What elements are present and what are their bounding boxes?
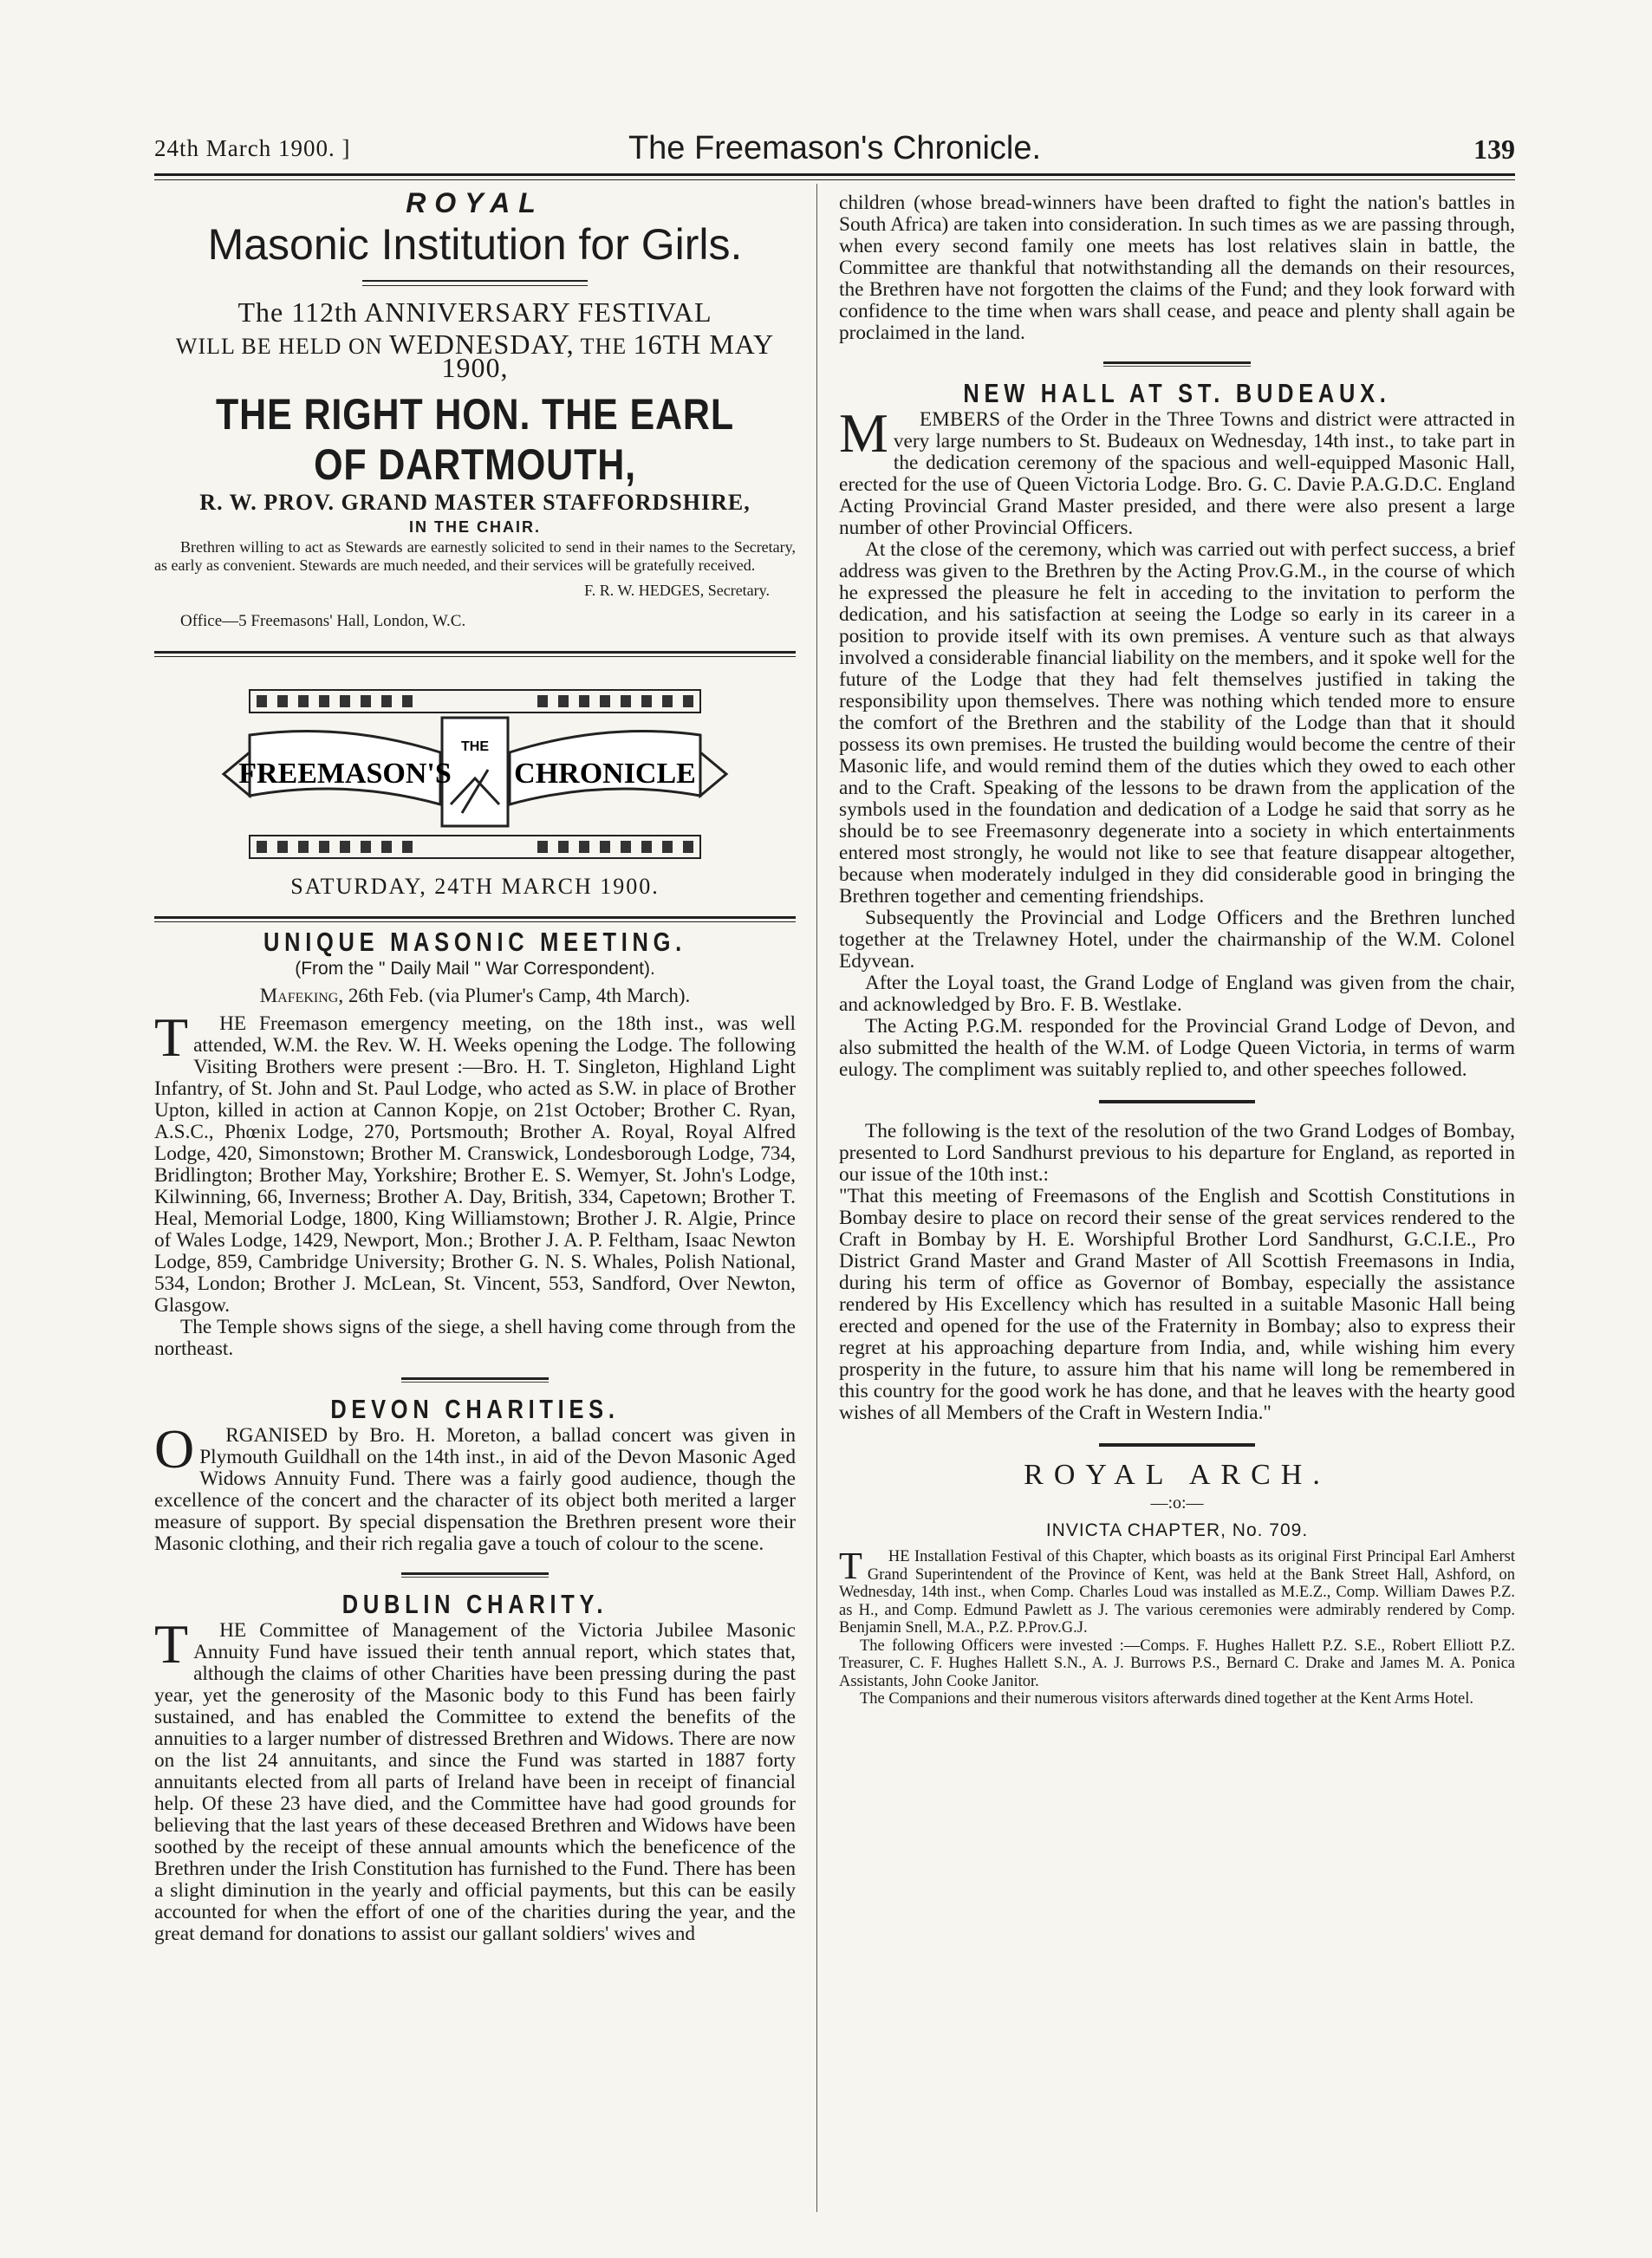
article-paragraph: At the close of the ceremony, which was carried out with perfect success, a brief address was given to the Brethren by the Acting Prov.G.M., in the course of which he expressed the pleasure he felt in acceding to the invitation to perform the dedication, and his satisfaction at seeing the Lodge so early in its career in a position to provide itself with its own premises. A venture such as that always involved a considerable financial liability on the members, and it spoke well for the future of the Lodge that they had felt themselves justified in taking the responsibility upon themselves. There was nothing which tended more to ensure the comfort of the Brethren and the stability of the Lodge than that it should possess its own premises. He trusted the building would become the centre of their Masonic life, and would remind them of the duties which they owed to each other and to the Craft. Speaking of the lessons to be drawn from the application of the symbols used in the foundation and dedication of a Lodge he said that sorry as he should be to see Freemasonry degenerate into a society in which entertainments entered most strongly, he would not like to see that feature disappear altogether, because when moderately indulged in they did considerable good in bringing the Brethren together and cementing friendships. xyxy=(839,538,1515,908)
chapter-title: INVICTA CHAPTER, No. 709. xyxy=(1045,1520,1309,1540)
left-column xyxy=(154,187,796,2241)
paragraph-text: HE Installation Festival of this Chapter, which boasts as its original First Principal Earl Amherst Grand Superintendent of the Province of Kent, was held at the Bank Street Hall, Ashford, on Wednesday, 14th inst., when Comp. Charles Loud was installed as M.E.Z., Comp. William Dawes P.Z. as H., and Comp. Edmund Pawlett as J. The various ceremonies were admirably rendered by Comp. Benjamin Snell, M.A., P.Z. P.Prov.G.J. xyxy=(839,1548,1515,1637)
ad-held-day: WEDNESDAY, xyxy=(389,329,575,360)
ad-held-date: 16TH MAY 1900, xyxy=(441,329,775,383)
ad-institution-title: Masonic Institution for Girls. xyxy=(207,220,743,269)
ad-chair: IN THE CHAIR. xyxy=(409,518,541,536)
article-paragraph-continued: children (whose bread-winners have been drafted to fight the nation's battles in South Africa) are taken into consideration. In such times as we are passing through, when every second family one meets has lost relatives slain in battle, the Committee are thankful that notwithstanding all the demands on their resources, the Brethren have not forgotten the claims of the Fund; and they look forward with confidence to the time when wars shall cease, and peace and plenty shall again be proclaimed in the land. xyxy=(839,192,1515,344)
masthead-title-left: FREEMASON'S xyxy=(238,758,452,790)
ad-held-line xyxy=(154,329,796,383)
article-paragraph: The Acting P.G.M. responded for the Provincial Grand Lodge of Devon, and also submitted the health of the W.M. of Lodge Queen Victoria, in terms of warm eulogy. The compliment was suitably replied to, and other speeches followed. xyxy=(839,1015,1515,1081)
article-paragraph xyxy=(154,1006,796,1317)
paragraph-text: RGANISED by Bro. H. Moreton, a ballad concert was given in Plymouth Guildhall on the 14th inst., in aid of the Devon Masonic Aged Widows Annuity Fund. There was a fairly good audience, though the excellence of the concert and the character of its object both merited a larger measure of support. By special dispensation the Brethren present wore their Masonic clothing, and their rich regalia gave a touch of colour to the scene. xyxy=(154,1424,796,1555)
article-paragraph: After the Loyal toast, the Grand Lodge of England was given from the chair, and acknowledged by Bro. F. B. Westlake. xyxy=(839,972,1515,1016)
ad-rule xyxy=(362,280,588,286)
article-dateline xyxy=(154,985,796,1006)
article-heading: DEVON CHARITIES. xyxy=(330,1394,620,1424)
ad-held-mid: THE xyxy=(580,334,628,359)
ad-festival: The 112th ANNIVERSARY FESTIVAL xyxy=(237,296,712,328)
section-ornament xyxy=(401,1377,549,1383)
article-paragraph: Subsequently the Provincial and Lodge Officers and the Brethren lunched together at the Trelawney Hotel, under the chairmanship of the W.M. Colonel Edyvean. xyxy=(839,907,1515,973)
section-ornament-text: —:o:— xyxy=(1150,1493,1204,1513)
article-heading: DUBLIN CHARITY. xyxy=(341,1589,608,1619)
article-paragraph: The Companions and their numerous visitors afterwards dined together at the Kent Arms Hotel. xyxy=(860,1690,1473,1708)
ad-signature: F. R. W. HEDGES, Secretary. xyxy=(584,582,770,599)
article-paragraph xyxy=(154,1613,796,1945)
section-rule xyxy=(154,916,796,922)
section-ornament xyxy=(401,1572,549,1578)
section-rule xyxy=(1099,1100,1255,1103)
article-subhead: (From the " Daily Mail " War Correspondent). xyxy=(295,959,655,979)
section-ornament xyxy=(1103,361,1251,367)
article-paragraph: The Temple shows signs of the siege, a shell having come through from the northeast. xyxy=(154,1316,796,1360)
journal-title: The Freemason's Chronicle. xyxy=(628,130,1042,166)
article-paragraph: "That this meeting of Freemasons of the English and Scottish Constitutions in Bombay desire to place on record their sense of the great services rendered to the Craft in Bombay by H. E. Worshipful Brother Lord Sandhurst, G.C.I.E., Pro District Grand Master and Grand Master of All Scottish Freemasons in India, during his term of office as Governor of Bombay, especially the assistance rendered by His Excellency which has resulted in a suitable Masonic Hall being erected and opened for the use of the Fraternity in Bombay; also to express their regret at his approaching departure from India, and, while wishing him every prosperity in the future, to assure him that his name will long be remembered in this country for the good work he has done, and that he leaves with the hearty good wishes of all Members of the Craft in Western India." xyxy=(839,1185,1515,1424)
chronicle-masthead xyxy=(215,683,735,865)
article-paragraph xyxy=(839,402,1515,539)
ad-royal: ROYAL xyxy=(406,187,544,218)
article-heading: NEW HALL AT ST. BUDEAUX. xyxy=(963,378,1391,408)
drop-cap: M xyxy=(839,402,888,464)
ad-notice: Brethren willing to act as Stewards are earnestly solicited to send in their names to the Secretary, as early as convenient. Stewards are much needed, and their services will be gratefully received. xyxy=(154,538,796,574)
header-date: 24th March 1900. ] xyxy=(154,135,351,161)
article-paragraph xyxy=(839,1545,1515,1637)
masthead-title-right: CHRONICLE xyxy=(514,758,696,790)
right-column xyxy=(839,192,1515,2241)
drop-cap: O xyxy=(154,1418,195,1480)
paragraph-text: HE Freemason emergency meeting, on the 18th inst., was well attended, W.M. the Rev. W. H. Weeks opening the Lodge. The following Visiting Brothers were present :—Bro. H. T. Singleton, Highland Light Infantry, of St. John and St. Paul Lodge, who acted as S.W. in place of Brother Upton, killed in action at Cannon Kopje, on 21st October; Brother C. Ryan, A.S.C., Phœnix Lodge, 270, Portsmouth; Brother A. Royal, Royal Alfred Lodge, 420, Simonstown; Brother M. Cranswick, Londesborough Lodge, 734, Bridlington; Brother May, Yorkshire; Brother E. S. Wemyer, St. John's Lodge, Kilwinning, 66, Inverness; Brother A. Day, British, 334, Capetown; Brother T. Heal, Memorial Lodge, 1800, King Williamstown; Brother J. R. Algie, Prince of Wales Lodge, 1429, Newport, Mon.; Brother J. A. P. Feltham, Isaac Newton Lodge, 859, Cambridge University; Brother G. N. S. Whales, Polish National, 534, London; Brother J. McLean, St. Vincent, 553, Sandford, Over Newton, Glasgow. xyxy=(154,1012,796,1317)
drop-cap: T xyxy=(154,1613,189,1675)
article-paragraph xyxy=(154,1418,796,1555)
column-divider xyxy=(816,184,817,2212)
ad-office-title: R. W. PROV. GRAND MASTER STAFFORDSHIRE, xyxy=(199,490,751,515)
running-header xyxy=(154,130,1515,173)
ad-earl: THE RIGHT HON. THE EARL OF DARTMOUTH, xyxy=(216,390,734,489)
dateline-rest: 26th Feb. (via Plumer's Camp, 4th March). xyxy=(348,985,691,1006)
article-paragraph: The following is the text of the resolution of the two Grand Lodges of Bombay, presented to Lord Sandhurst previous to his departure for England, as reported in our issue of the 10th inst.: xyxy=(839,1120,1515,1186)
issue-date: SATURDAY, 24TH MARCH 1900. xyxy=(290,874,660,899)
page-number: 139 xyxy=(1473,133,1515,165)
section-heading-royal-arch: ROYAL ARCH. xyxy=(1024,1459,1330,1491)
drop-cap: T xyxy=(839,1545,862,1587)
section-rule xyxy=(1099,1443,1255,1447)
dateline-place: Mafeking, xyxy=(259,985,344,1006)
article-paragraph: The following Officers were invested :—Comps. F. Hughes Hallett P.Z. S.E., Robert Elliott P.Z. Treasurer, C. F. Hughes Hallett S.N., A. J. Burrows P.S., Bernard C. Drake and James M. A. Ponica Assistants, John Cooke Janitor. xyxy=(839,1637,1515,1690)
royal-arch-body xyxy=(839,1545,1515,1708)
article-heading: UNIQUE MASONIC MEETING. xyxy=(263,927,686,957)
section-rule xyxy=(154,651,796,657)
masthead-title-center: THE xyxy=(461,739,489,754)
ad-office-address: Office—5 Freemasons' Hall, London, W.C. xyxy=(180,612,466,630)
advertisement xyxy=(154,187,796,632)
paragraph-text: EMBERS of the Order in the Three Towns and district were attracted in very large numbers to St. Budeaux on Wednesday, 14th inst., to take part in the dedication ceremony of the spacious and well-equipped Masonic Hall, erected for the use of Queen Victoria Lodge. Bro. G. C. Davie P.A.G.D.C. England Acting Provincial Grand Master presided, and there were also present a large number of other Provincial Officers. xyxy=(839,408,1515,539)
paragraph-text: HE Committee of Management of the Victoria Jubilee Masonic Annuity Fund have issued their tenth annual report, which states that, although the claims of other Charities have been pressing during the past year, yet the generosity of the Masonic body to this Fund has been fairly sustained, and has enabled the Committee to extend the benefits of the annuities to a larger number of distressed Brethren and Widows. There are now on the list 24 annuitants, and since the Fund was started in 1887 forty annuitants elected from all parts of Ireland have been in receipt of financial help. Of these 23 have died, and the Committee have had good grounds for believing that the last years of these deceased Brethren and Widows have been soothed by the receipt of these annual amounts which the beneficence of the Brethren under the Irish Constitution has furnished to the Fund. There has been a slight diminution in the yearly and official payments, but this can be easily accounted for when the effort of one of the charities during the year, and the great demand for donations to assist our gallant soldiers' wives and xyxy=(154,1619,796,1945)
ad-held-prefix: WILL BE HELD ON xyxy=(175,334,383,359)
drop-cap: T xyxy=(154,1006,189,1068)
header-rule xyxy=(154,173,1515,180)
